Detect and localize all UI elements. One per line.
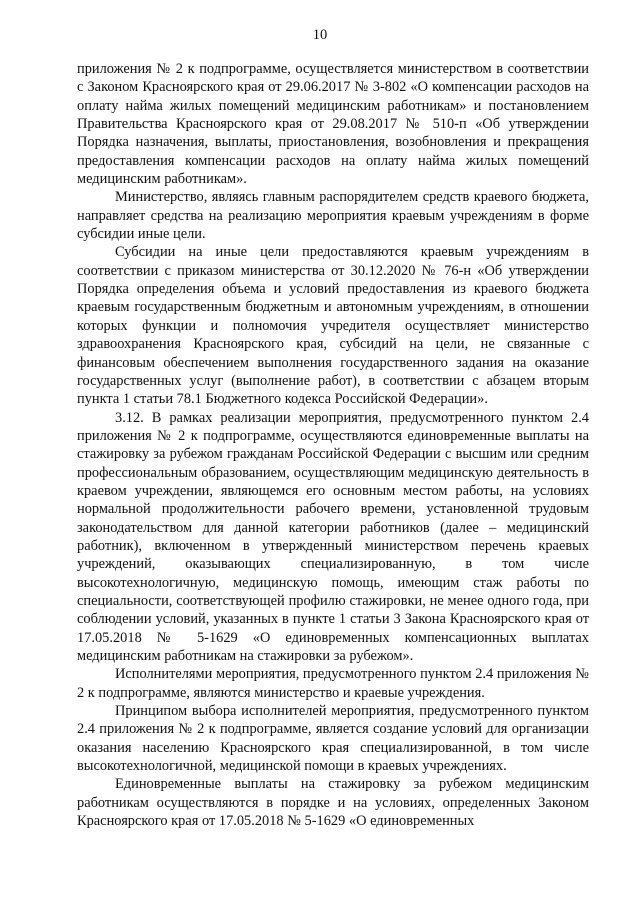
paragraph-selection-principle: Принципом выбора исполнителей мероприятия, предусмотренного пунктом 2.4 приложения № 2 к подпрограмме, является создание условий для организации оказания населению Красноярского края специализированной, в том числе высокотехнологичной, медицинской помощи в краевых учреждениях. [77, 703, 589, 775]
paragraph-executors: Исполнителями мероприятия, предусмотренного пунктом 2.4 приложения № 2 к подпрограмме, являются министерство и краевые учреждения. [77, 666, 589, 701]
paragraph-one-time-payments: Единовременные выплаты на стажировку за рубежом медицинским работникам осуществляются в порядке и на условиях, определенных Законом Красноярского края от 17.05.2018 № 5-1629 «О единовременных [77, 776, 589, 830]
page-number: 10 [312, 27, 328, 43]
paragraph-subsidies: Субсидии на иные цели предоставляются краевым учреждениям в соответствии с приказом министерства от 30.12.2020 № 76-н «Об утверждении Порядка определения объема и условий предоставления из краевого бюджета краевым государственным бюджетным и автономным учреждениям, в отношении которых функции и полномочия учредителя осуществляет министерство здравоохранения Красноярского края, субсидий на цели, не связанные с финансовым обеспечением выполнения государственного задания на оказание государственных услуг (выполнение работ), в соответствии с абзацем вторым пункта 1 статьи 78.1 Бюджетного кодекса Российской Федерации». [77, 244, 589, 408]
paragraph-section-3-12: 3.12. В рамках реализации мероприятия, предусмотренного пунктом 2.4 приложения № 2 к подпрограмме, осуществляются единовременные выплаты на стажировку за рубежом гражданам Российской Федерации с высшим или средним профессиональным образованием, осуществляющим медицинскую деятельность в краевом учреждении, являющемся его основным местом работы, на условиях нормальной продолжительности рабочего времени, установленной трудовым законодательством для данной категории работников (далее – медицинский работник), включенном в утвержденный министерством перечень краевых учреждений, оказывающих специализированную, в том числе высокотехнологичную, медицинскую помощь, имеющим стаж работы по специальности, соответствующей профилю стажировки, не менее одного года, при соблюдении условий, указанных в пункте 1 статьи 3 Закона Красноярского края от 17.05.2018 № 5-1629 «О единовременных компенсационных выплатах медицинским работникам на стажировки за рубежом». [77, 409, 589, 664]
paragraph-continuation: приложения № 2 к подпрограмме, осуществляется министерством в соответствии с Законом Красноярского края от 29.06.2017 № 3-802 «О компенсации расходов на оплату найма жилых помещений медицинским работникам» и постановлением Правительства Красноярского края от 29.08.2017 № 510-п «Об утверждении Порядка назначения, выплаты, приостановления, возобновления и прекращения предоставления компенсации расходов на оплату найма жилых помещений медицинским работникам». [77, 61, 589, 188]
document-body [77, 60, 589, 830]
paragraph-ministry-funds: Министерство, являясь главным распорядителем средств краевого бюджета, направляет средства на реализацию мероприятия краевым учреждениям в форме субсидии иные цели. [77, 189, 589, 243]
